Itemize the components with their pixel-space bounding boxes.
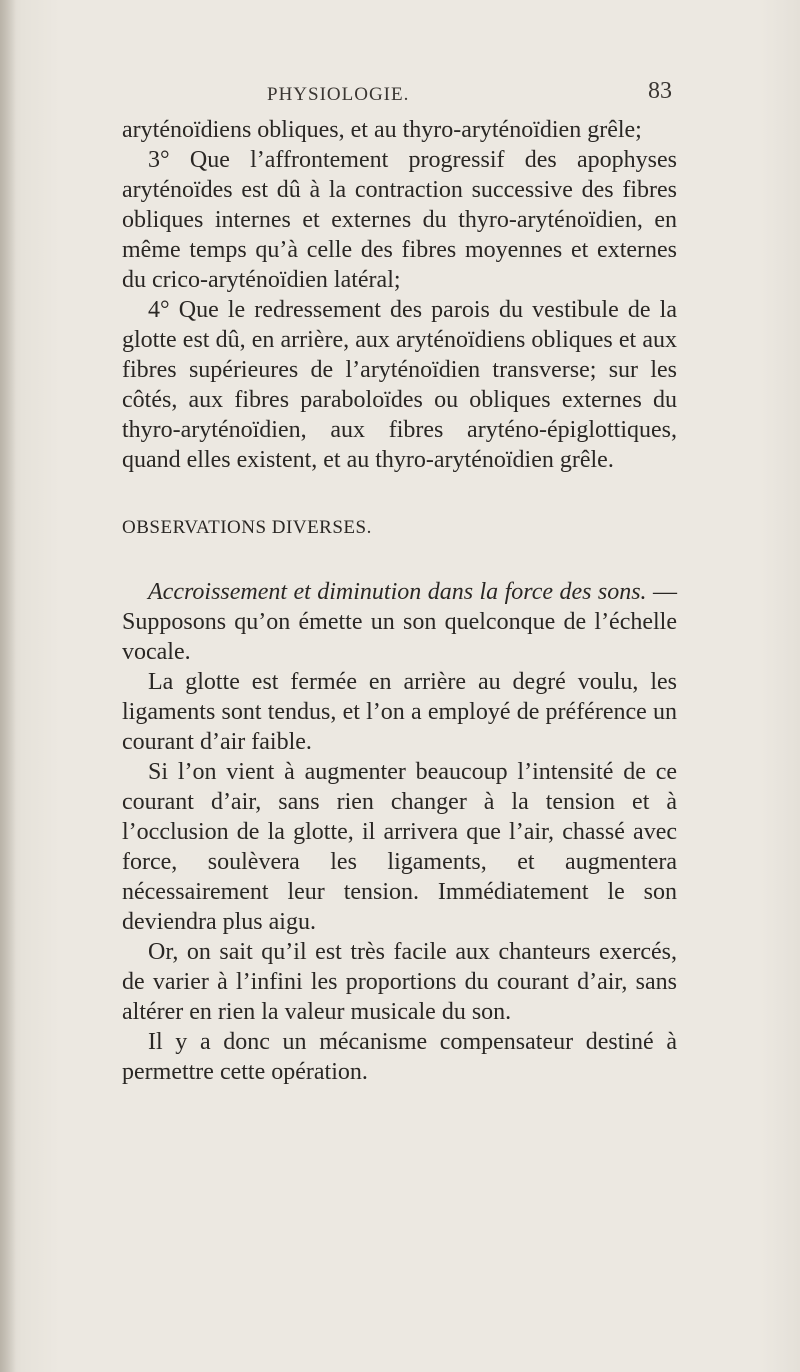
- paragraph-glotte: La glotte est fermée en arrière au degré voulu, les ligaments sont tendus, et l’on a employé de préférence un courant d’air faible.: [122, 669, 677, 755]
- paragraph-mecanisme: Il y a donc un mécanisme compensateur destiné à permettre cette opération.: [122, 1029, 677, 1085]
- paragraph-item-3: 3° Que l’affrontement progressif des apophyses aryténoïdes est dû à la contraction successive des fibres obliques internes et externes du thyro-aryténoïdien, en même temps qu’à celle des fibres moyennes et externes du crico-aryténoïdien latéral;: [122, 147, 677, 293]
- paragraph-item-4: 4° Que le redressement des parois du vestibule de la glotte est dû, en arrière, aux aryténoïdiens obliques et aux fibres supérieures de l’aryténoïdien transverse; sur les côtés, aux fibres paraboloïdes ou obliques externes du thyro-aryténoïdien, aux fibres aryténo-épiglottiques, quand elles existent, et au thyro-aryténoïdien grêle.: [122, 297, 677, 473]
- page-header: [0, 76, 800, 116]
- lead-title: Accroissement et diminution dans la force des sons.: [148, 579, 647, 605]
- paragraph-chanteurs: Or, on sait qu’il est très facile aux chanteurs exercés, de varier à l’infini les proportions du courant d’air, sans altérer en rien la valeur musicale du son.: [122, 939, 677, 1025]
- paragraph-intensite: Si l’on vient à augmenter beaucoup l’intensité de ce courant d’air, sans rien changer à la tension et à l’occlusion de la glotte, il arrivera que l’air, chassé avec force, soulèvera les ligaments, et augmentera nécessairement leur tension. Immédiatement le son deviendra plus aigu.: [122, 759, 677, 935]
- page-number: 83: [648, 78, 672, 104]
- section-heading: OBSERVATIONS DIVERSES.: [122, 517, 372, 538]
- running-title: PHYSIOLOGIE.: [267, 84, 410, 105]
- gutter-shadow: [0, 0, 16, 1372]
- lead-text: — Supposons qu’on émette un son quelconque de l’échelle vocale.: [122, 579, 677, 665]
- page-body: [122, 115, 677, 1087]
- paragraph-continued: aryténoïdiens obliques, et au thyro-aryténoïdien grêle;: [122, 117, 642, 143]
- paragraph-lead: [122, 577, 677, 667]
